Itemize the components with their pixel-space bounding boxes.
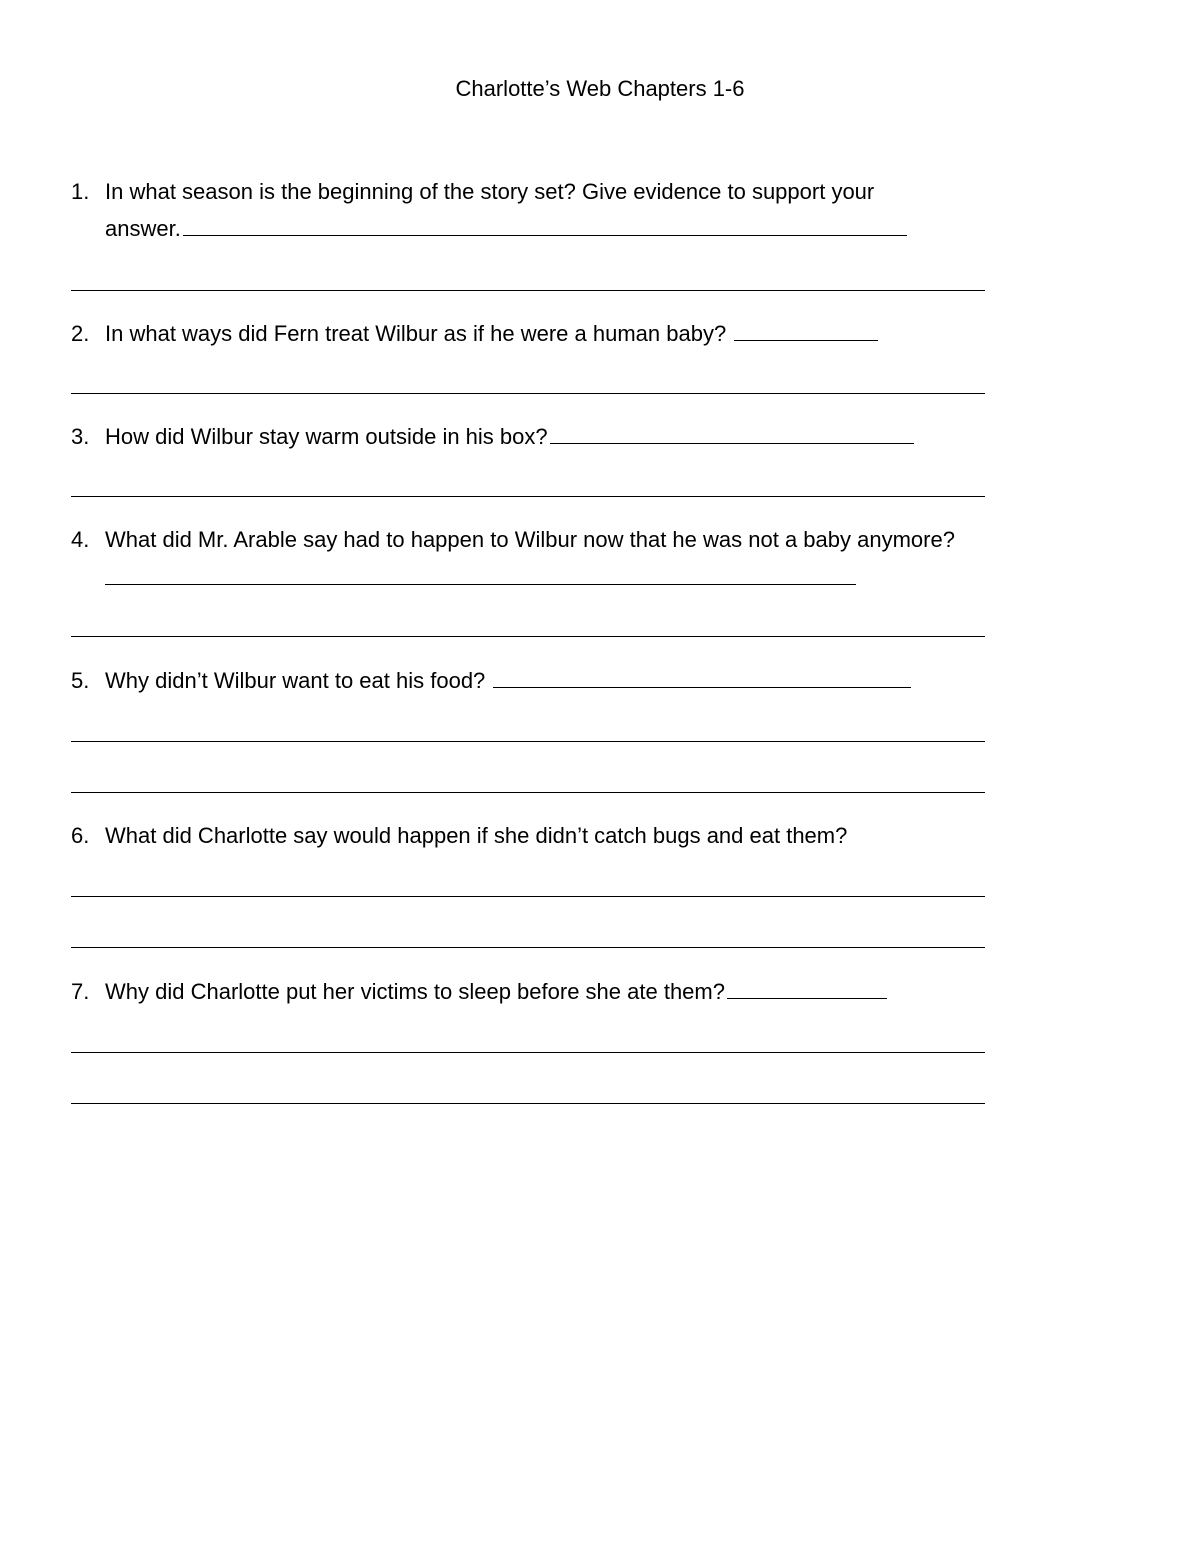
- question-7: [71, 977, 887, 1007]
- question-number: 1.: [71, 179, 90, 204]
- answer-line[interactable]: [71, 496, 985, 497]
- worksheet-title: Charlotte’s Web Chapters 1-6: [455, 76, 745, 101]
- answer-line[interactable]: [71, 947, 985, 948]
- answer-blank[interactable]: [727, 997, 887, 999]
- question-number: 3.: [71, 424, 90, 449]
- question-number: 2.: [71, 321, 90, 346]
- answer-line[interactable]: [71, 741, 985, 742]
- answer-line[interactable]: [71, 290, 985, 291]
- question-text: Why did Charlotte put her victims to sleep before she ate them?: [105, 979, 725, 1004]
- question-number: 7.: [71, 979, 90, 1004]
- question-3: [71, 422, 914, 452]
- answer-line[interactable]: [71, 393, 985, 394]
- question-1-continuation: [105, 214, 907, 244]
- answer-line[interactable]: [71, 636, 985, 637]
- answer-line[interactable]: [71, 792, 985, 793]
- question-number: 5.: [71, 668, 90, 693]
- answer-blank[interactable]: [734, 339, 878, 341]
- answer-line[interactable]: [105, 584, 856, 585]
- question-1: [71, 177, 874, 207]
- question-text-continued: answer.: [105, 216, 181, 241]
- answer-line[interactable]: [71, 1103, 985, 1104]
- answer-line[interactable]: [71, 896, 985, 897]
- question-text: Why didn’t Wilbur want to eat his food?: [105, 668, 486, 693]
- question-4: [71, 525, 955, 555]
- answer-blank[interactable]: [183, 234, 907, 236]
- question-text: How did Wilbur stay warm outside in his box?: [105, 424, 548, 449]
- question-number: 4.: [71, 527, 90, 552]
- question-6: [71, 821, 847, 851]
- question-text: In what ways did Fern treat Wilbur as if he were a human baby?: [105, 321, 727, 346]
- question-5: [71, 666, 911, 696]
- answer-blank[interactable]: [550, 442, 914, 444]
- answer-blank[interactable]: [493, 686, 911, 688]
- question-text: What did Mr. Arable say had to happen to Wilbur now that he was not a baby anymore?: [105, 527, 955, 552]
- question-text: What did Charlotte say would happen if she didn’t catch bugs and eat them?: [105, 823, 848, 848]
- question-text: In what season is the beginning of the story set? Give evidence to support your: [105, 179, 875, 204]
- question-number: 6.: [71, 823, 90, 848]
- question-2: [71, 319, 878, 349]
- answer-line[interactable]: [71, 1052, 985, 1053]
